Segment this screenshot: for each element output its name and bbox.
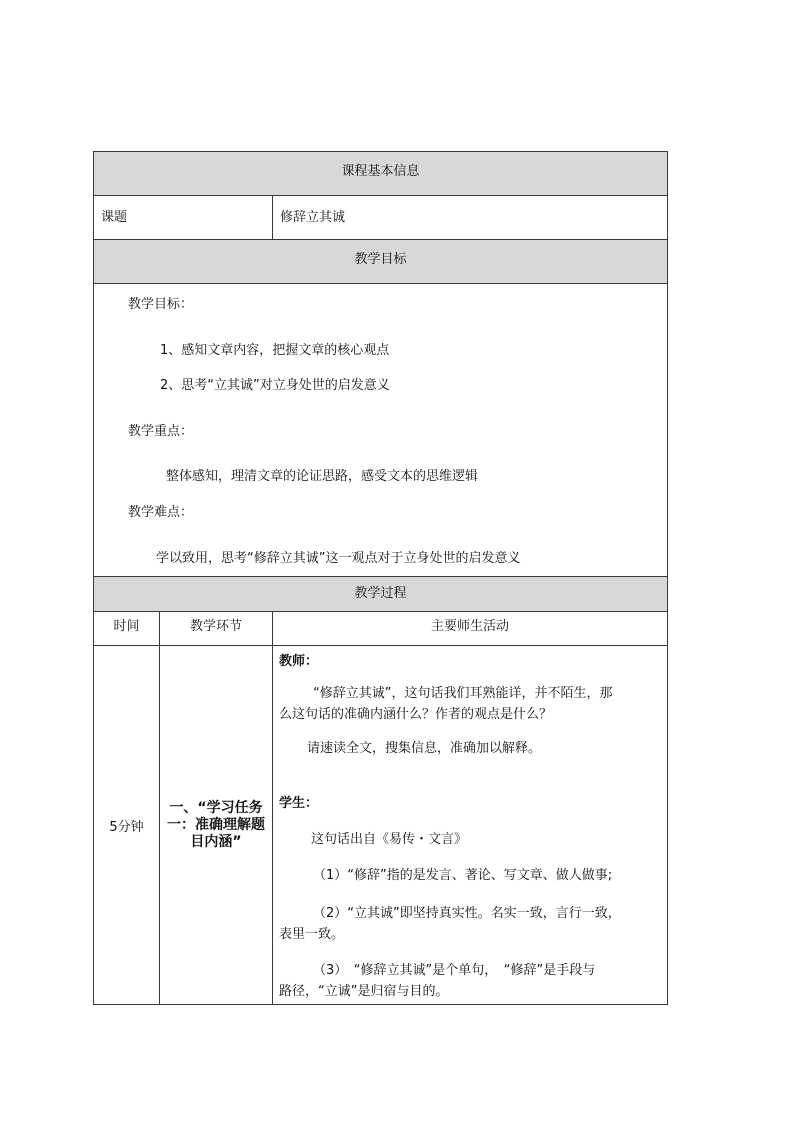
teacher-label: 教师： bbox=[279, 654, 319, 669]
key-points-label: 教学重点： bbox=[128, 424, 194, 439]
student-line-3a: （2）“立其诚”即坚持真实性。名实一致，言行一致， bbox=[313, 906, 621, 921]
process-header: 教学过程 bbox=[94, 577, 668, 612]
difficulty-label: 教学难点： bbox=[128, 505, 194, 520]
objective-2: 2、思考“立其诚”对立身处世的启发意义 bbox=[160, 378, 390, 393]
goals-header: 教学目标 bbox=[94, 240, 668, 284]
topic-value: 修辞立其诚 bbox=[273, 196, 668, 240]
teacher-line-3: 请速读全文，搜集信息，准确加以解释。 bbox=[307, 741, 542, 756]
stage-cell: 一、“学习任务一：准确理解题目内涵” bbox=[160, 646, 273, 1005]
topic-label: 课题 bbox=[94, 196, 273, 240]
objective-1: 1、感知文章内容，把握文章的核心观点 bbox=[160, 343, 390, 358]
column-header-time: 时间 bbox=[94, 612, 160, 646]
lesson-plan-table bbox=[93, 151, 668, 1005]
column-header-stage: 教学环节 bbox=[160, 612, 273, 646]
student-line-1: 这句话出自《易传・文言》 bbox=[311, 832, 468, 847]
difficulty-text: 学以致用，思考“修辞立其诚”这一观点对于立身处世的启发意义 bbox=[156, 551, 521, 566]
basic-info-header: 课程基本信息 bbox=[94, 152, 668, 196]
time-cell: 5分钟 bbox=[94, 646, 160, 1005]
teacher-line-2: 么这句话的准确内涵什么？作者的观点是什么？ bbox=[279, 707, 553, 722]
key-points-text: 整体感知，理清文章的论证思路，感受文本的思维逻辑 bbox=[166, 469, 479, 484]
student-line-4b: 路径，“立诚”是归宿与目的。 bbox=[279, 984, 449, 999]
student-label: 学生： bbox=[279, 796, 319, 811]
objectives-label: 教学目标： bbox=[128, 297, 194, 312]
student-line-4a: （3） “修辞立其诚”是个单句， “修辞”是手段与 bbox=[313, 963, 596, 978]
student-line-2: （1）“修辞”指的是发言、著论、写文章、做人做事; bbox=[313, 868, 613, 883]
student-line-3b: 表里一致。 bbox=[279, 927, 345, 942]
table-row bbox=[94, 646, 668, 1005]
teacher-line-1: “修辞立其诚”，这句话我们耳熟能详，并不陌生，那 bbox=[313, 686, 613, 701]
activity-cell bbox=[273, 646, 668, 1005]
column-header-activity: 主要师生活动 bbox=[273, 612, 668, 646]
goals-section bbox=[94, 284, 668, 577]
